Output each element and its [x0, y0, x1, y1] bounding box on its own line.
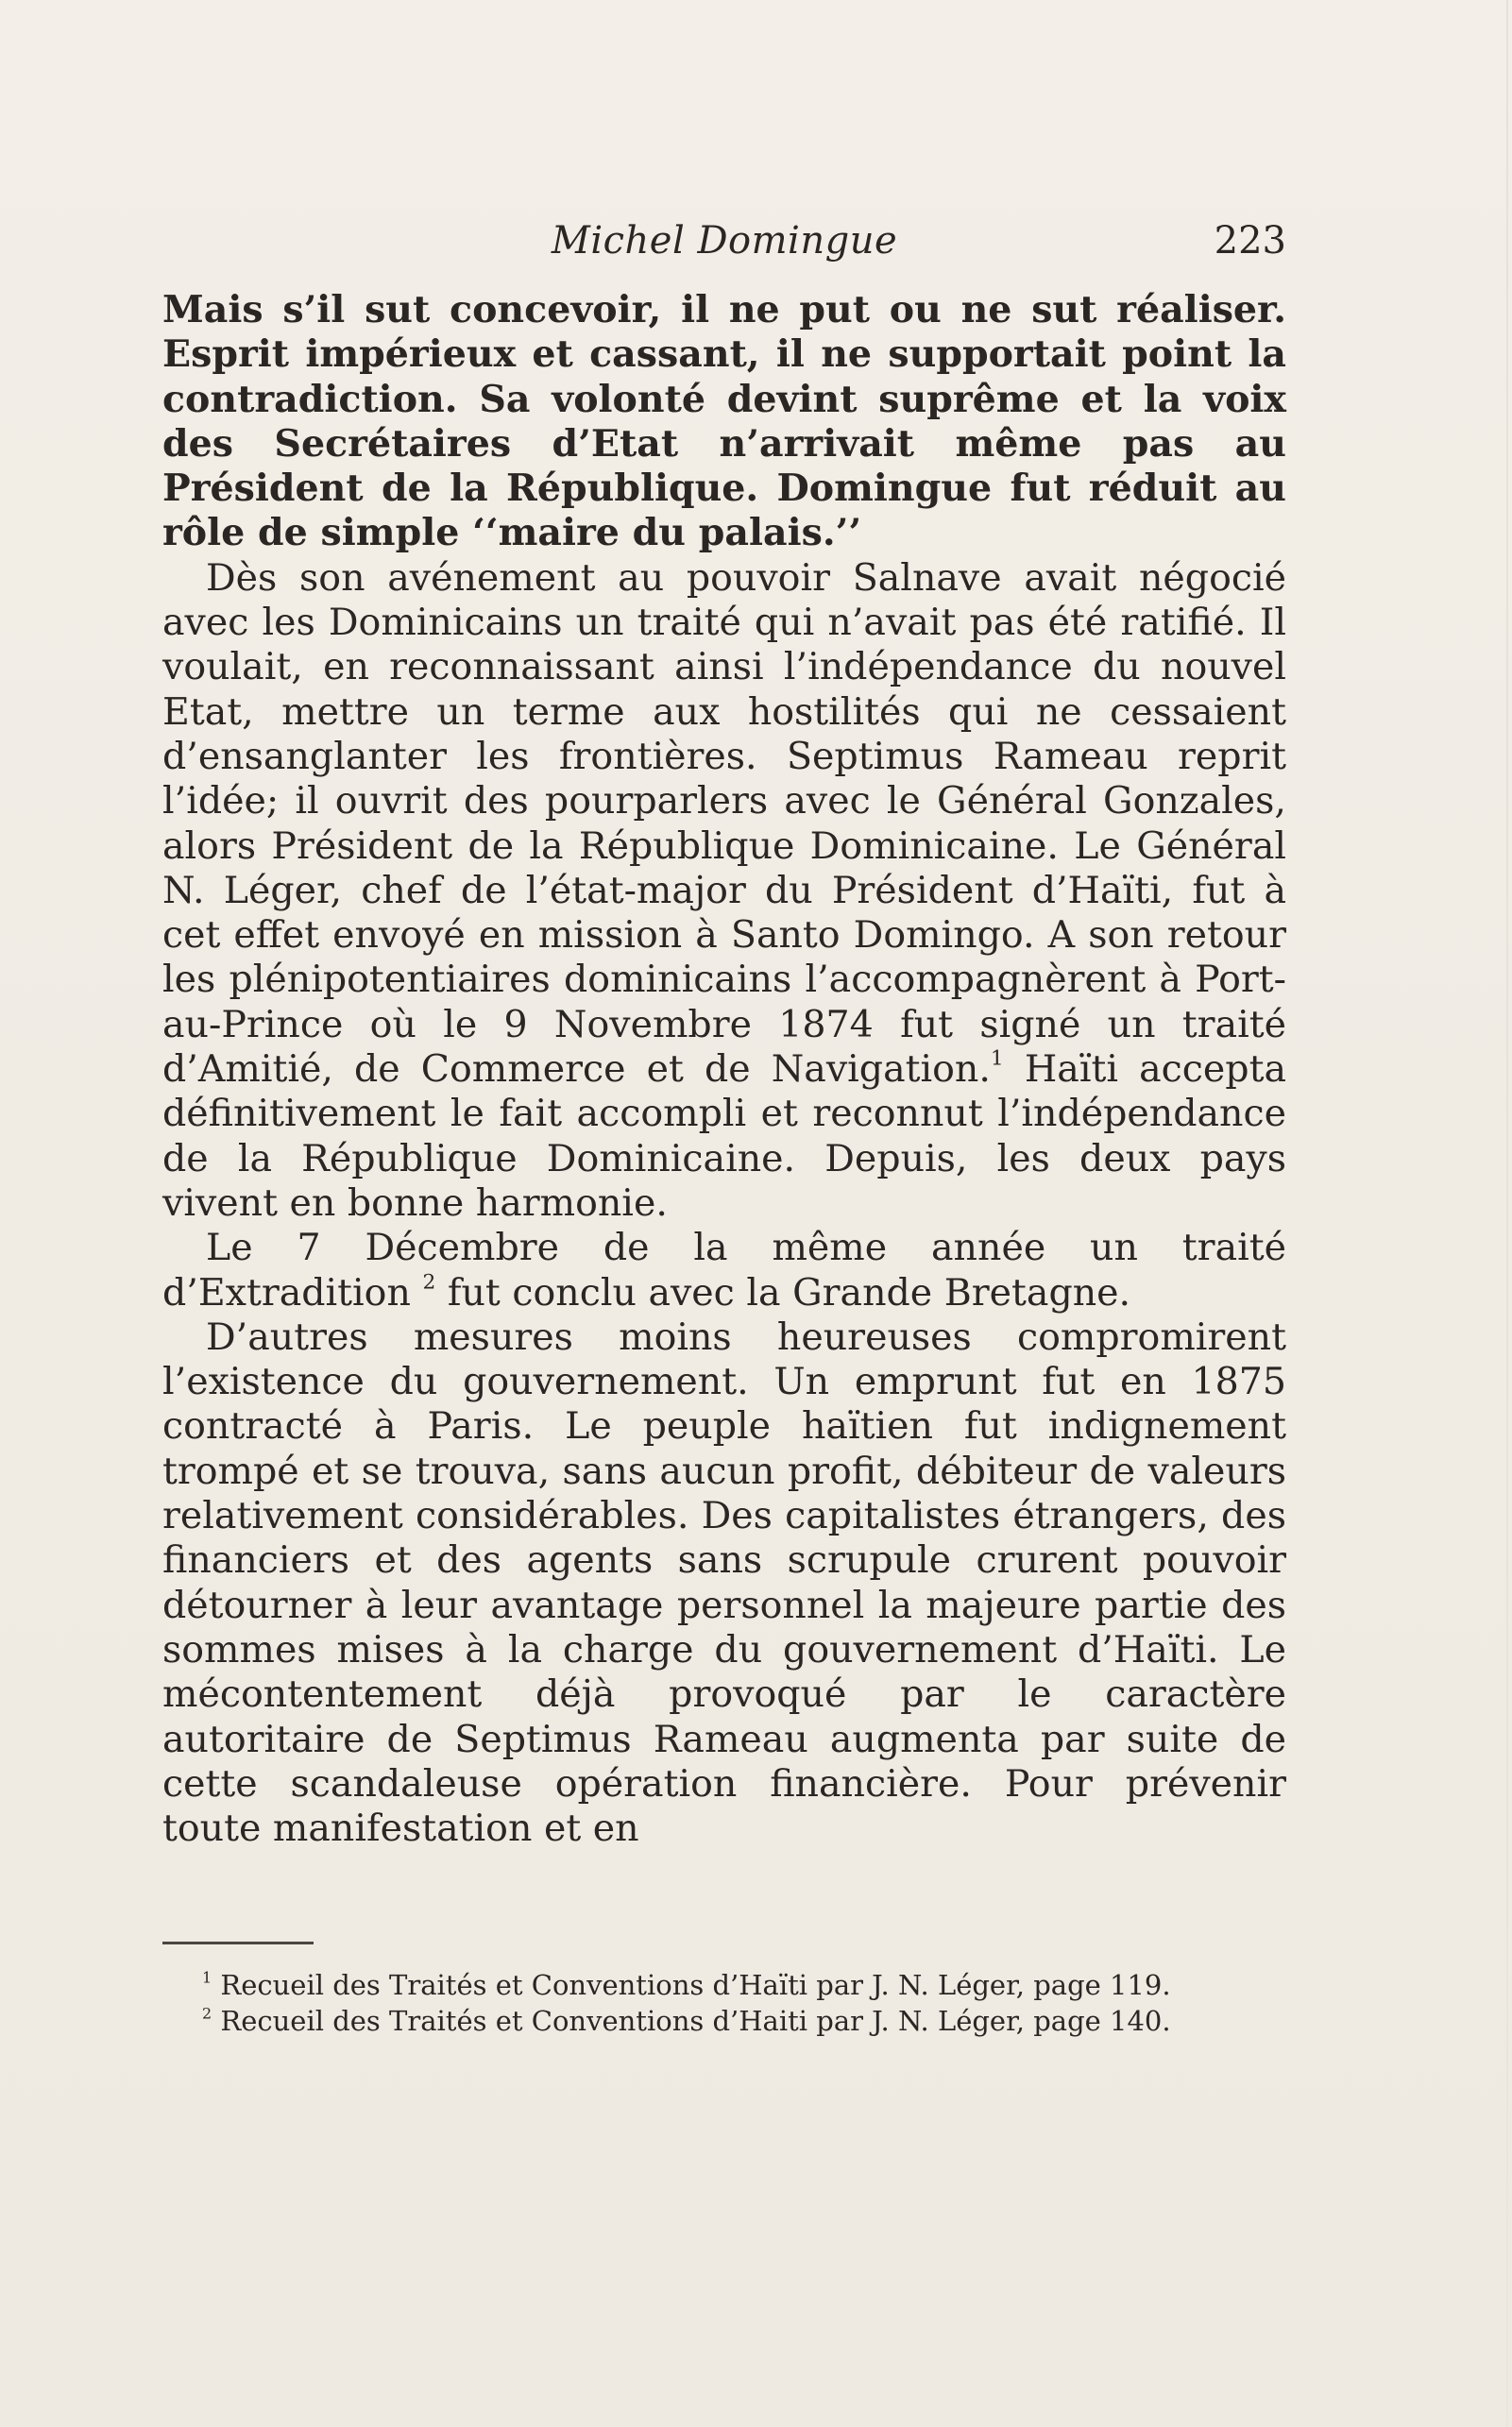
paragraph-4-text: D’autres mesures moins heureuses compromirent l’existence du gouvernement. Un emprunt fut en 1875 contracté à Paris. Le peuple haïtien fut indignement trompé et se trouva, sans aucun profit, débiteur de valeurs relativement considérables. Des capitalistes étrangers, des financiers et des agents sans scrupule crurent pouvoir détourner à leur avantage personnel la majeure partie des sommes mises à la charge du gouvernement d’Haïti. Le mécontentement déjà provoqué par le caractère autoritaire de Septimus Rameau augmenta par suite de cette scandaleuse opération financière. Pour prévenir toute manifestation et en: [162, 1315, 1286, 1851]
paragraph-4: [162, 1315, 1286, 1852]
footnote-ref-1: 1: [990, 1046, 1004, 1071]
paragraph-3-continuation: fut conclu avec la Grande Bretagne.: [447, 1270, 1131, 1315]
page-number: 223: [1214, 219, 1286, 263]
paragraph-2-continuation: Haïti accepta définitivement le fait accompli et reconnut l’indépendance de la République Dominicaine. Depuis, les deux pays vivent en bonne harmonie.: [162, 1047, 1286, 1225]
paragraph-2-text: Dès son avénement au pouvoir Salnave avait négocié avec les Dominicains un traité qui n’avait pas été ratifié. Il voulait, en reconnaissant ainsi l’indépendance du nouvel Etat, mettre un terme aux hostilités qui ne cessaient d’ensanglanter les frontières. Septimus Rameau reprit l’idée; il ouvrit des pourparlers avec le Général Gonzales, alors Président de la République Dominicaine. Le Général N. Léger, chef de l’état-major du Président d’Haïti, fut à cet effet envoyé en mission à Santo Domingo. A son retour les plénipotentiaires dominicains l’accompagnèrent à Port-au-Prince où le 9 Novembre 1874 fut signé un traité d’Amitié, de Commerce et de Navigation.: [162, 555, 1286, 1092]
paragraph-2: [162, 556, 1286, 1226]
body-text: [162, 288, 1286, 1851]
footnote-1-text: Recueil des Traités et Conventions d’Haïti par J. N. Léger, page 119.: [220, 1969, 1171, 2001]
footnotes: [162, 1967, 1286, 2039]
footnote-2: [162, 2003, 1286, 2039]
footnote-2-mark: 2: [202, 2004, 212, 2023]
paragraph-1: [162, 288, 1286, 556]
running-header: [162, 212, 1286, 269]
page-edge-shadow: [1506, 0, 1508, 2427]
footnote-2-text: Recueil des Traités et Conventions d’Haiti par J. N. Léger, page 140.: [220, 2005, 1171, 2037]
footnote-1-mark: 1: [202, 1968, 212, 1987]
footnote-1: [162, 1967, 1286, 2003]
footnote-ref-2: 2: [422, 1270, 436, 1295]
paragraph-1-text: Mais s’il sut concevoir, il ne put ou ne sut réaliser. Esprit impérieux et cassant, il ne supportait point la contradiction. Sa volonté devint suprême et la voix des Secrétaires d’Etat n’arrivait même pas au Président de la République. Domingue fut réduit au rôle de simple ‘‘maire du palais.’’: [162, 288, 1286, 555]
running-title: Michel Domingue: [551, 219, 898, 263]
paragraph-3: [162, 1226, 1286, 1315]
footnote-rule: [162, 1942, 314, 1944]
paragraph-3-text: Le 7 Décembre de la même année un traité d’Extradition: [162, 1226, 1286, 1315]
